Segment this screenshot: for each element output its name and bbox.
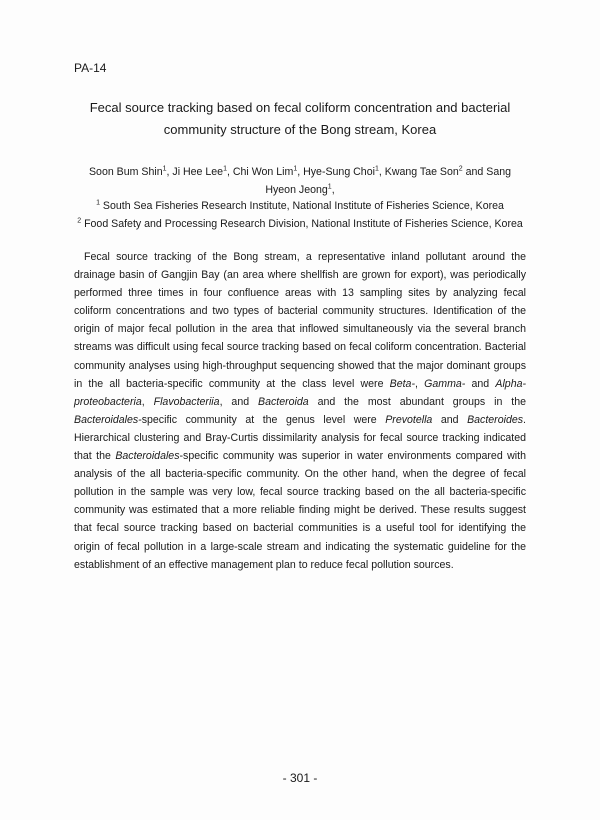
- author-separator: ,: [166, 166, 173, 178]
- author-separator: and: [462, 166, 487, 178]
- author-affiliation-mark: 1: [327, 183, 332, 191]
- author-affiliation-mark: 2: [458, 165, 463, 173]
- abstract-text: -specific community was superior in water environments compared with analysis of the all bacteria-specific community. On the other hand, when the degree of fecal pollution in the sample was very low, fecal source tracking based on the all bacteria-specific community was estimated that a more reliable finding might be derived. These results suggest that fecal source tracking based on bacterial communities is a useful tool for identifying the origin of fecal pollution in a large-scale stream and indicating the systematic guideline for the establishment of an effective management plan to reduce fecal pollution sources.: [74, 450, 526, 571]
- affiliation: [74, 215, 526, 233]
- author-name: Ji Hee Lee: [172, 166, 224, 178]
- author-affiliation-mark: 1: [162, 165, 167, 173]
- author-separator: ,: [297, 166, 304, 178]
- affiliation-mark: 1: [96, 199, 100, 207]
- affiliation-text: Food Safety and Processing Research Division, National Institute of Fisheries Science, Korea: [81, 218, 523, 230]
- paper-code: PA-14: [74, 61, 107, 75]
- abstract-italic-term: Flavobacteriia: [153, 395, 220, 408]
- abstract-italic-term: Bacteroida: [258, 395, 309, 408]
- author-affiliation-mark: 1: [374, 165, 379, 173]
- abstract-italic-term: Bacteroides: [467, 413, 524, 426]
- author-name: Kwang Tae Son: [384, 166, 459, 178]
- title-line-2: community structure of the Bong stream, Korea: [163, 122, 437, 137]
- paper-title: [74, 97, 526, 141]
- author-affiliation-mark: 1: [223, 165, 227, 173]
- affiliation-list: [74, 197, 526, 233]
- author-separator: ,: [331, 184, 335, 196]
- abstract: [74, 248, 526, 574]
- abstract-italic-term: Beta-: [389, 377, 415, 390]
- author-list: [74, 163, 526, 199]
- abstract-italic-term: Gamma-: [424, 377, 466, 390]
- abstract-text: , and: [219, 395, 259, 408]
- abstract-italic-term: Prevotella: [385, 413, 433, 426]
- author-separator: ,: [226, 166, 233, 178]
- affiliation: [74, 197, 526, 215]
- author-name: Chi Won Lim: [232, 166, 294, 178]
- abstract-italic-term: Bacteroidales: [74, 413, 139, 426]
- author-name: Soon Bum Shin: [88, 166, 163, 178]
- author-name: Hye-Sung Choi: [303, 166, 375, 178]
- affiliation-mark: 2: [77, 217, 82, 225]
- abstract-text: and: [465, 377, 496, 390]
- title-line-1: Fecal source tracking based on fecal coliform concentration and bacterial: [89, 100, 511, 115]
- author-affiliation-mark: 1: [293, 165, 298, 173]
- author-separator: ,: [378, 166, 385, 178]
- page-number: - 301 -: [282, 771, 318, 785]
- abstract-italic-term: Bacteroidales: [115, 450, 180, 463]
- abstract-italic-term: Alpha-proteobacteria: [74, 377, 527, 408]
- abstract-text: and: [432, 413, 468, 426]
- affiliation-text: South Sea Fisheries Research Institute, National Institute of Fisheries Science, Korea: [99, 200, 504, 212]
- abstract-text: -specific community at the genus level were: [138, 413, 386, 426]
- author-name: Sang Hyeon Jeong: [265, 166, 511, 196]
- abstract-text: ,: [141, 395, 154, 408]
- abstract-text: ,: [414, 377, 425, 390]
- abstract-text: Fecal source tracking of the Bong stream, a representative inland pollutant around the drainage basin of Gangjin Bay (an area where shellfish are grown for export), was periodically performed three times in four confluence areas with 13 sampling sites by analyzing fecal coliform concentrations and two types of bacterial community structures. Identification of the origin of major fecal pollution in the area that inflowed simultaneously via the several branch streams was difficult using fecal source tracking based on fecal coliform concentration. Bacterial community analyses using high-throughput sequencing showed that the major dominant groups in the all bacteria-specific community at the class level were: [74, 251, 526, 390]
- abstract-text: . Hierarchical clustering and Bray-Curtis dissimilarity analysis for fecal source tracking indicated that the: [74, 413, 526, 463]
- abstract-text: and the most abundant groups in the: [308, 395, 526, 408]
